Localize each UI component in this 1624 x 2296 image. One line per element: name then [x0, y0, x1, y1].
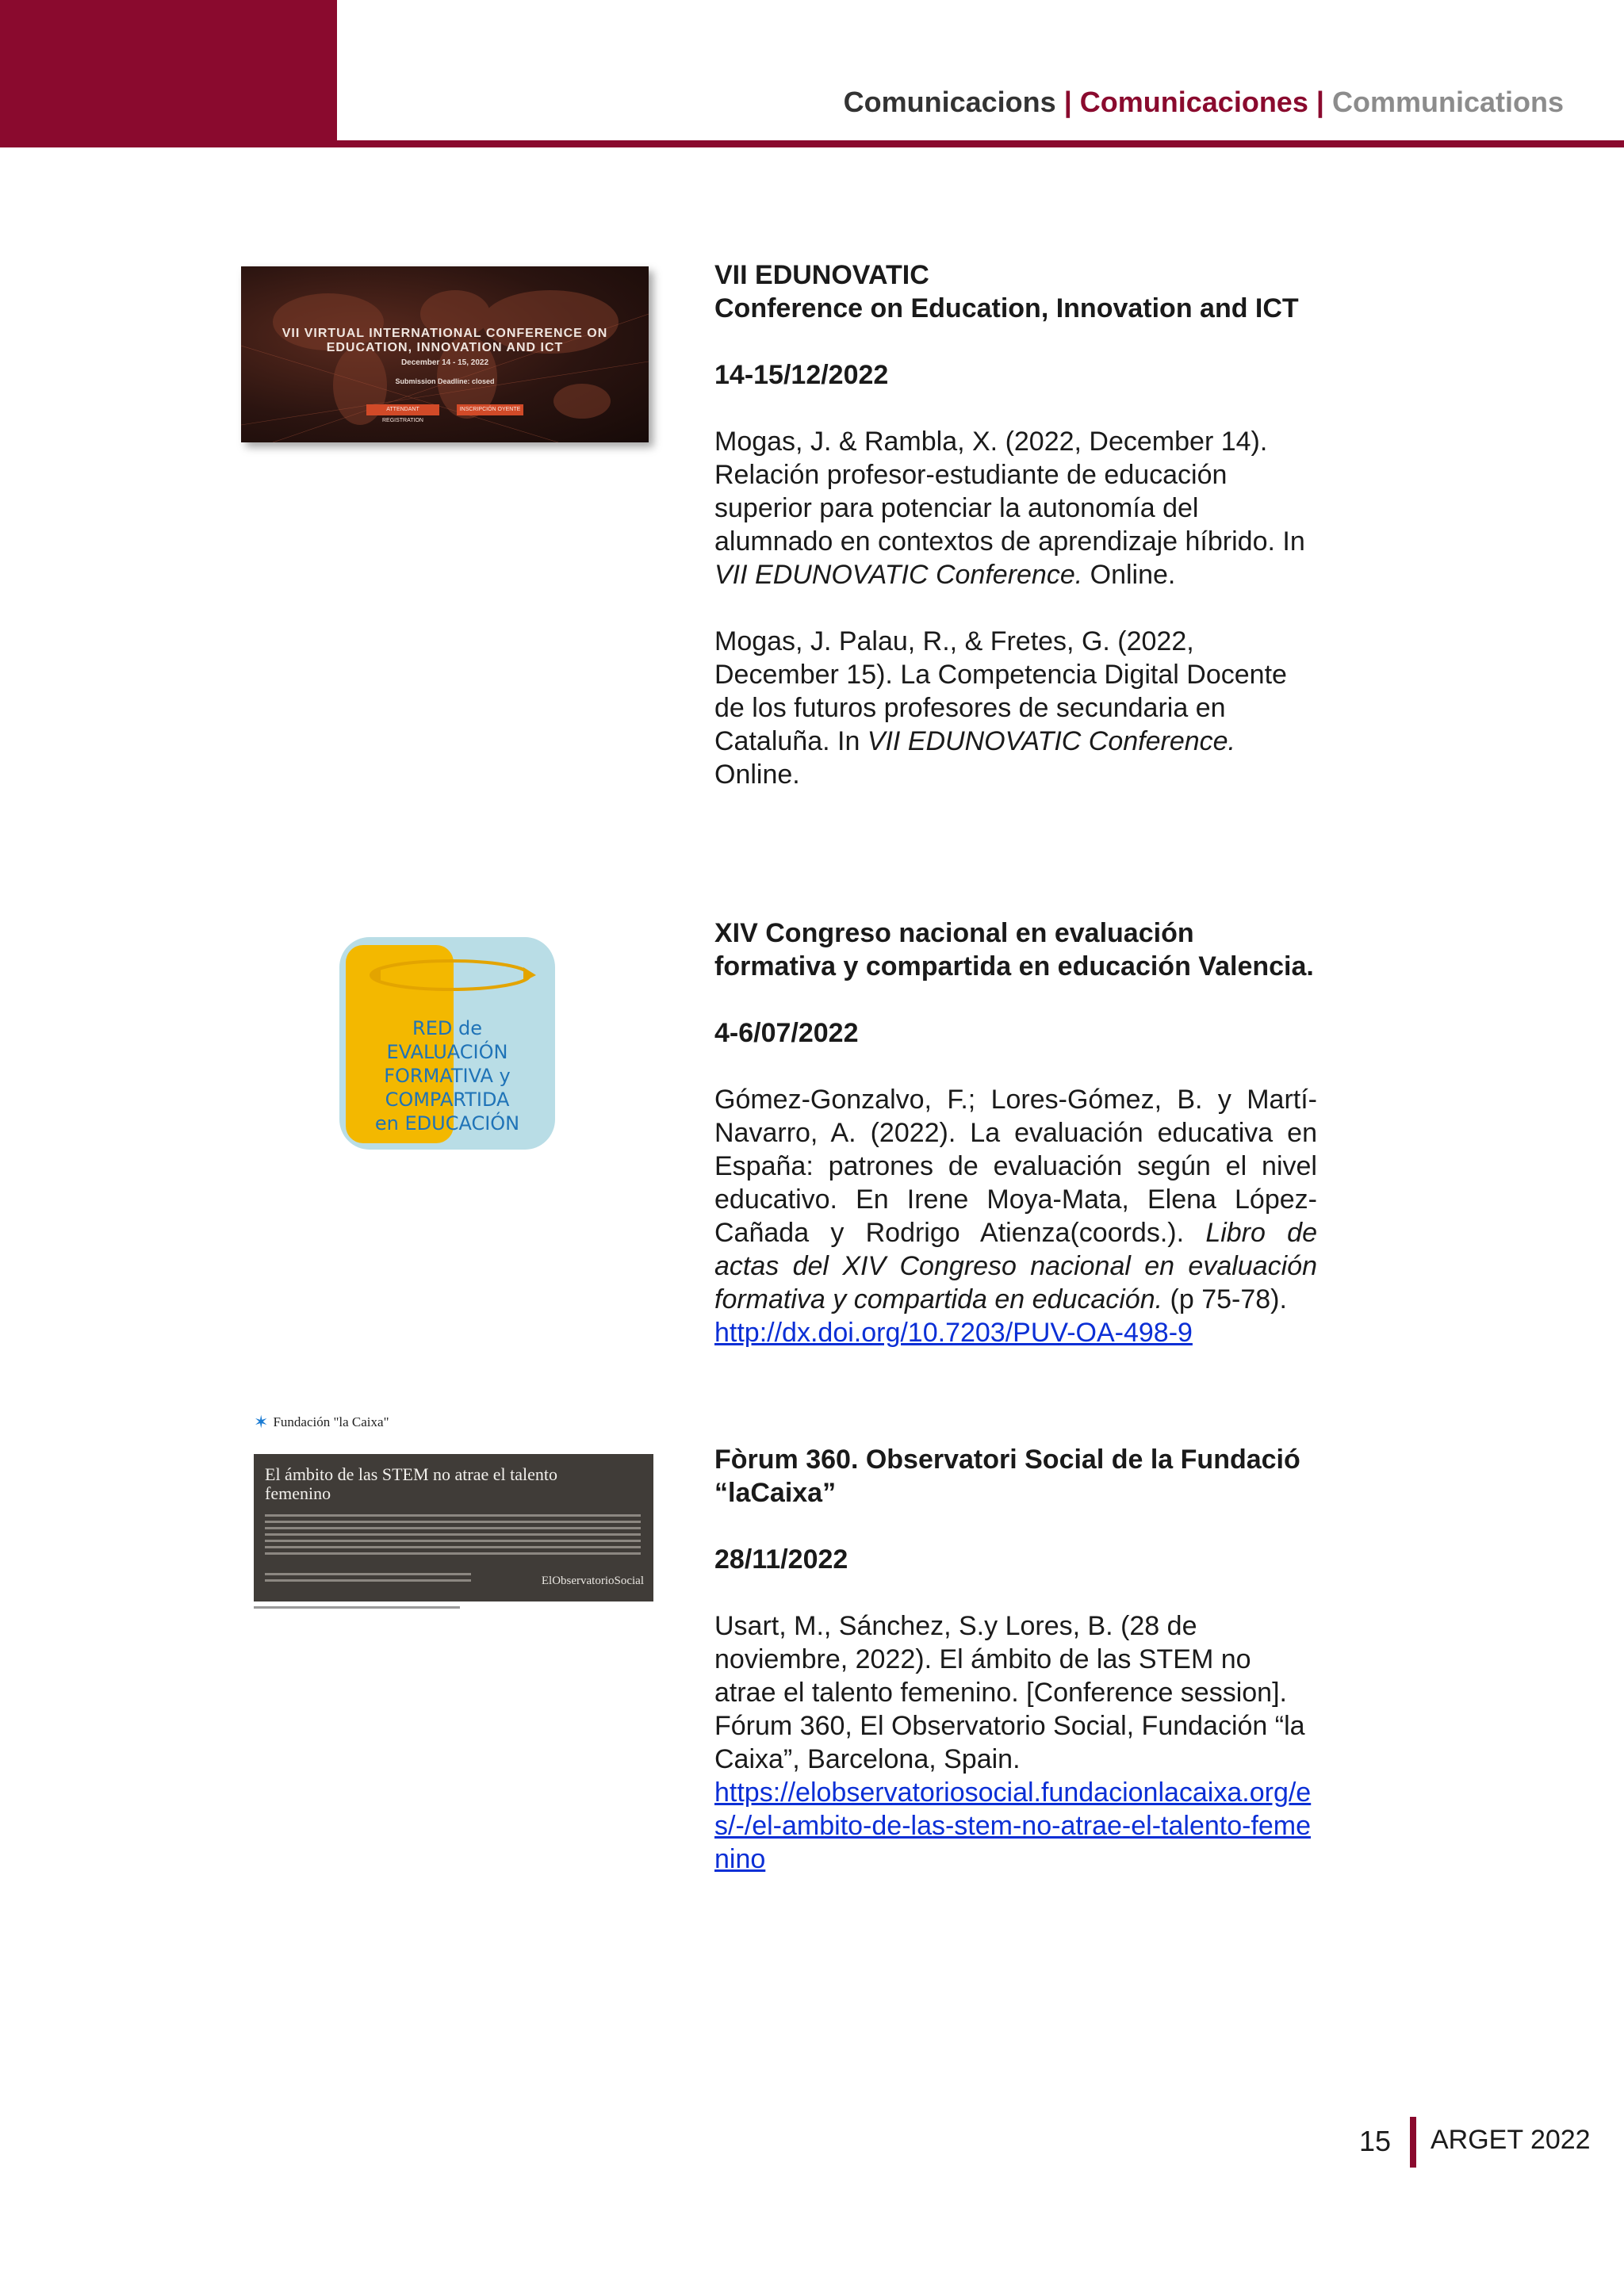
event-title — [714, 258, 1317, 325]
logo-line: RED de — [412, 1017, 482, 1039]
red-evaluacion-logo-image — [339, 937, 555, 1150]
doi-link[interactable]: http://dx.doi.org/10.7203/PUV-OA-498-9 — [714, 1318, 1193, 1348]
logo-line: COMPARTIDA — [385, 1089, 510, 1111]
logo-line: en EDUCACIÓN — [374, 1112, 520, 1135]
logo-label: Fundación "la Caixa" — [273, 1414, 389, 1429]
logo-text — [339, 1016, 555, 1135]
reference-tail: (p 75-78). — [1162, 1284, 1287, 1314]
reference-text: Mogas, J. Palau, R., & Fretes, G. (2022, December 15). La Competencia Digital Docente de los futuros profesores de secundaria en Cataluña. In — [714, 626, 1287, 756]
event-date: 28/11/2022 — [714, 1544, 848, 1575]
logo-line: EVALUACIÓN — [386, 1041, 508, 1063]
slide-caption — [254, 1606, 460, 1609]
banner-deadline: Submission Deadline: closed — [395, 377, 495, 385]
observatorio-link[interactable]: https://elobservatoriosocial.fundacionlacaixa.org/es/-/el-ambito-de-las-stem-no-atrae-el-talento-femenino — [714, 1777, 1312, 1874]
reference-text: Mogas, J. & Rambla, X. (2022, December 14). Relación profesor-estudiante de educación superior para potenciar la autonomía del alumnado en contextos de aprendizaje híbrido. In — [714, 427, 1305, 557]
banner-title: VII VIRTUAL INTERNATIONAL CONFERENCE ON EDUCATION, INNOVATION AND ICT — [282, 327, 608, 354]
footer-divider — [1410, 2117, 1416, 2168]
lacaixa-star-icon: ✶ — [254, 1412, 269, 1432]
slide-panel — [254, 1454, 653, 1601]
event-date: 14-15/12/2022 — [714, 360, 889, 390]
header-title-spanish: Comunicaciones — [1079, 86, 1308, 118]
event-date: 4-6/07/2022 — [714, 1018, 859, 1048]
page-header-title — [844, 86, 1564, 119]
page-number: 15 — [1359, 2125, 1392, 2157]
reference-tail: Online. — [1082, 560, 1176, 590]
header-color-block — [0, 0, 337, 147]
entry-edunovatic — [714, 258, 1317, 791]
header-title-english: Communications — [1331, 86, 1564, 118]
reference-tail: Online. — [714, 760, 800, 790]
reference-italic: VII EDUNOVATIC Conference. — [867, 726, 1235, 756]
event-title-line2: Conference on Education, Innovation and ICT — [714, 293, 1299, 323]
reference-italic: Libro de actas del XIV Congreso nacional en evaluación formativa y compartida en educación. — [714, 1218, 1317, 1314]
entry-forum-360 — [714, 1443, 1317, 1876]
reference-2 — [714, 625, 1317, 791]
slide-authors — [265, 1573, 471, 1586]
reference-1 — [714, 1083, 1317, 1349]
reference-italic: VII EDUNOVATIC Conference. — [714, 560, 1083, 590]
edunovatic-banner-image — [241, 266, 649, 442]
banner-dates: December 14 - 15, 2022 — [400, 358, 489, 367]
reference-1 — [714, 425, 1317, 591]
fundacion-lacaixa-logo — [254, 1411, 389, 1433]
reference-text: Gómez-Gonzalvo, F.; Lores-Gómez, B. y Martí-Navarro, A. (2022). La evaluación educativa en España: patrones de evaluación según el nivel educativo. En Irene Moya-Mata, Elena López-Cañada y Rodrigo Atienza(coords.). — [714, 1085, 1317, 1248]
inscripcion-oyente-button: INSCRIPCIÓN OYENTE — [457, 404, 523, 415]
footer-brand: ARGET 2022 — [1431, 2125, 1591, 2155]
reference-text: Usart, M., Sánchez, S.y Lores, B. (28 de noviembre, 2022). El ámbito de las STEM no atrae el talento femenino. [Conference session]. Fórum 360, El Observatorio Social, Fundación “la Caixa”, Barcelona, Spain. — [714, 1611, 1305, 1774]
event-title: XIV Congreso nacional en evaluación formativa y compartida en educación Valencia. — [714, 918, 1314, 982]
slide-body-text — [265, 1514, 641, 1565]
slide-brand: ElObservatorioSocial — [541, 1575, 644, 1587]
header-title-catalan: Comunicacions — [843, 86, 1056, 118]
slide-title: El ámbito de las STEM no atrae el talento femenino — [265, 1464, 558, 1503]
reference-1 — [714, 1609, 1317, 1876]
logo-line: FORMATIVA y — [384, 1065, 511, 1087]
fundacion-lacaixa-slide-image — [251, 1411, 657, 1617]
header-separator: | — [1063, 86, 1072, 118]
event-title-line1: VII EDUNOVATIC — [714, 260, 929, 290]
entry-congreso-evaluacion — [714, 916, 1317, 1349]
header-rule — [337, 140, 1624, 147]
attendant-registration-button: ATTENDANT REGISTRATION — [366, 404, 439, 415]
header-separator: | — [1316, 86, 1324, 118]
event-title: Fòrum 360. Observatori Social de la Fundació “laCaixa” — [714, 1445, 1300, 1508]
